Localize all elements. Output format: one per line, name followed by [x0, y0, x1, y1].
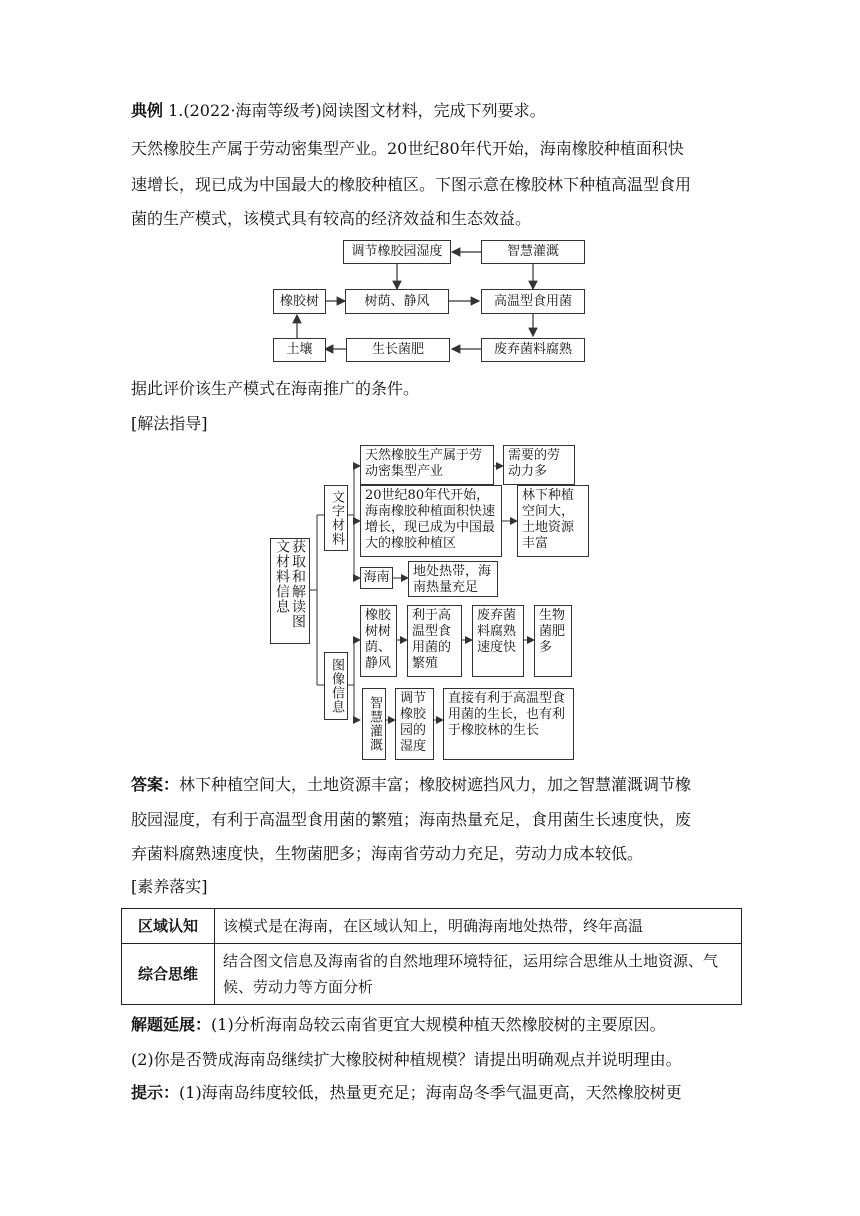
waste-compost-node: 废弃菌料腐熟	[481, 338, 585, 362]
answer-line-1	[131, 774, 691, 796]
image-node-2: 智慧灌溉	[362, 688, 386, 760]
answer-line-2: 胶园湿度，有利于高温型食用菌的繁殖；海南热量充足，食用菌生长速度快，废	[131, 810, 692, 829]
answer-line-3: 弃菌料腐熟速度快，生物菌肥多；海南省劳动力充足，劳动力成本较低。	[131, 844, 644, 863]
image-node-1: 橡胶树树荫、静风	[360, 605, 397, 677]
hainan-node: 海南	[360, 567, 393, 589]
hint-line	[131, 1082, 682, 1104]
text-node-2-result: 林下种植空间大，土地资源丰富	[517, 485, 589, 557]
literacy-text-1: 该模式是在海南，在区域认知上，明确海南地处热带，终年高温	[215, 909, 742, 944]
root-node: 获取和解读图文材料信息	[270, 538, 310, 644]
extension-q1-line	[131, 1014, 666, 1036]
hainan-result-node: 地处热带，海南热量充足	[408, 561, 498, 597]
material-line-2: 速增长，现已成为中国最大的橡胶种植区。下图示意在橡胶林下种植高温型食用	[131, 175, 692, 194]
hint-text: (1)海南岛纬度较低，热量更充足；海南岛冬季气温更高，天然橡胶树更	[179, 1083, 682, 1102]
image-node-1c: 生物菌肥多	[534, 605, 572, 677]
soil-node: 土壤	[273, 338, 326, 362]
material-line-1: 天然橡胶生产属于劳动密集型产业。20世纪80年代开始，海南橡胶种植面积快	[131, 139, 684, 158]
answer-text-1: 林下种植空间大，土地资源丰富；橡胶树遮挡风力，加之智慧灌溉调节橡	[179, 775, 692, 794]
rubber-tree-node: 橡胶树	[273, 289, 326, 314]
regulate-humidity-node: 调节橡胶园湿度	[343, 240, 451, 264]
extension-q1: (1)分析海南岛较云南省更宜大规模种植天然橡胶树的主要原因。	[211, 1015, 666, 1034]
text-material-node: 文字材料	[324, 485, 348, 551]
text-node-2: 20世纪80年代开始，海南橡胶种植面积快速增长，现已成为中国最大的橡胶种植区	[360, 485, 502, 557]
image-node-2b: 直接有利于高温型食用菌的生长，也有利于橡胶林的生长	[443, 688, 574, 760]
shade-calm-node: 树荫、静风	[345, 289, 449, 314]
example-label: 典例	[131, 101, 164, 120]
literacy-text-2: 结合图文信息及海南省的自然地理环境特征，运用综合思维从土地资源、气候、劳动力等方面分析	[215, 944, 742, 1005]
material-line-3: 菌的生产模式，该模式具有较高的经济效益和生态效益。	[131, 209, 532, 228]
literacy-head-1: 区域认知	[122, 909, 215, 944]
image-node-2a: 调节橡胶园的湿度	[395, 688, 434, 760]
table-row	[122, 944, 742, 1005]
text-node-1: 天然橡胶生产属于劳动密集型产业	[360, 445, 494, 485]
text-node-1-result: 需要的劳动力多	[503, 445, 575, 485]
guide-label: [解法指导]	[131, 414, 208, 433]
answer-label: 答案：	[131, 775, 180, 794]
image-node-1a: 利于高温型食用菌的繁殖	[407, 605, 462, 677]
hint-label: 提示：	[131, 1083, 180, 1102]
fungal-fertilizer-node: 生长菌肥	[346, 338, 450, 362]
table-row	[122, 909, 742, 944]
example-source: 1.(2022·海南等级考)阅读图文材料，完成下列要求。	[168, 101, 546, 120]
literacy-table	[121, 908, 742, 1005]
image-info-node: 图像信息	[324, 652, 348, 720]
image-node-1b: 废弃菌料腐熟速度快	[472, 605, 524, 677]
high-temp-fungi-node: 高温型食用菌	[481, 289, 585, 314]
question-line: 据此评价该生产模式在海南推广的条件。	[131, 379, 420, 398]
extension-q2: (2)你是否赞成海南岛继续扩大橡胶树种植规模？请提出明确观点并说明理由。	[131, 1050, 682, 1069]
literacy-label: [素养落实]	[131, 877, 208, 896]
literacy-head-2: 综合思维	[122, 944, 215, 1005]
smart-irrigation-node: 智慧灌溉	[481, 240, 585, 264]
extension-label: 解题延展：	[131, 1015, 212, 1034]
